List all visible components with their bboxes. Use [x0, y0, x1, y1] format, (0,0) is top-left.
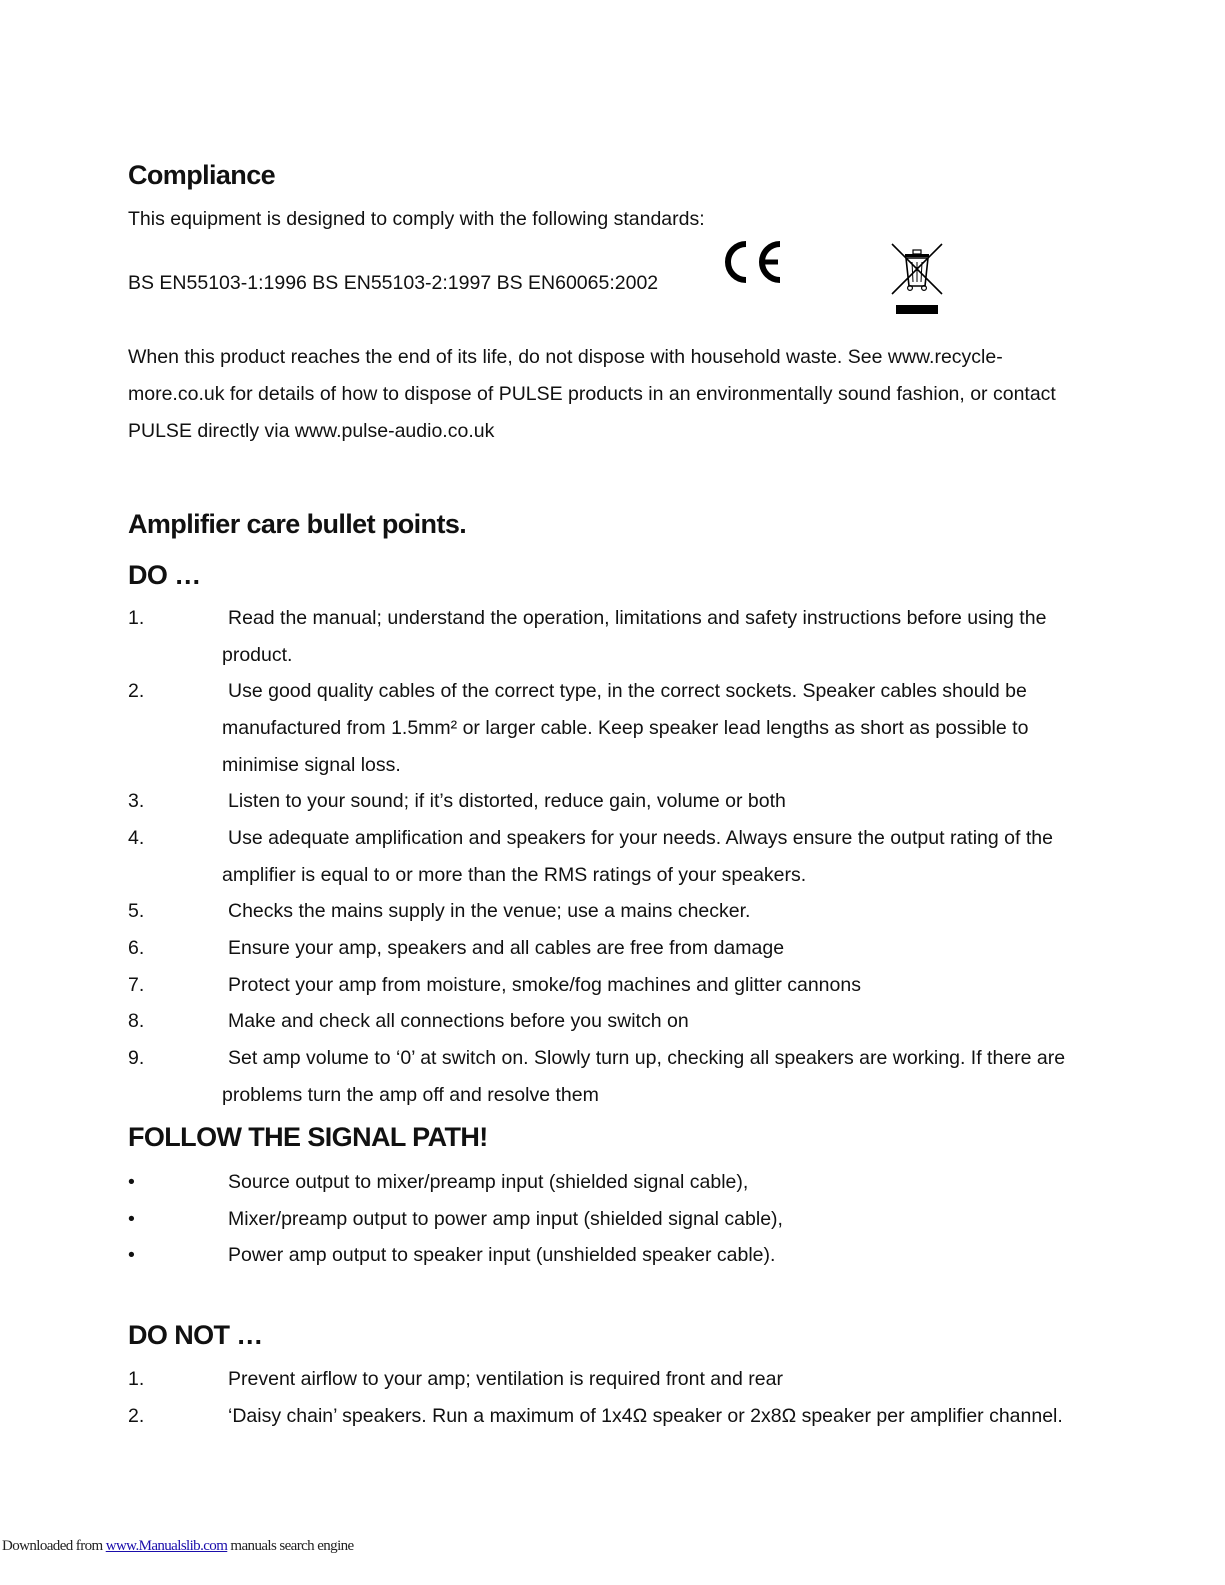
item-text: Read the manual; understand the operation, limitations and safety instructions before using the product.: [222, 607, 1047, 666]
item-number: 9.: [128, 1047, 145, 1069]
signal-path-heading: FOLLOW THE SIGNAL PATH!: [128, 1122, 488, 1152]
standards-list: BS EN55103-1:1996 BS EN55103-2:1997 BS EN60065:2002: [128, 272, 659, 294]
footer-prefix: Downloaded from: [2, 1538, 106, 1554]
item-text: Prevent airflow to your amp; ventilation is required front and rear: [228, 1368, 783, 1390]
item-number: 1.: [128, 1368, 145, 1390]
compliance-intro: This equipment is designed to comply with the following standards:: [128, 208, 705, 230]
bullet: •: [128, 1244, 135, 1266]
item-number: 2.: [128, 1405, 145, 1427]
item-text: Checks the mains supply in the venue; use a mains checker.: [228, 900, 751, 922]
weee-bin-icon: [888, 240, 946, 318]
item-text: Listen to your sound; if it’s distorted, reduce gain, volume or both: [228, 790, 786, 812]
do-not-heading: DO NOT …: [128, 1320, 263, 1350]
compliance-heading: Compliance: [128, 160, 276, 190]
item-text: Ensure your amp, speakers and all cables are free from damage: [228, 937, 785, 959]
item-number: 1.: [128, 607, 145, 629]
footer-suffix: manuals search engine: [227, 1538, 354, 1554]
item-text: Source output to mixer/preamp input (shielded signal cable),: [228, 1171, 749, 1193]
item-text: Mixer/preamp output to power amp input (shielded signal cable),: [228, 1208, 783, 1230]
disposal-paragraph: When this product reaches the end of its life, do not dispose with household waste. See www.recycle-more.co.uk for details of how to dispose of PULSE products in an environmentally sound fashion, or contact PULSE directly via www.pulse-audio.co.uk: [128, 346, 1056, 442]
item-number: 8.: [128, 1010, 145, 1032]
item-text: Use adequate amplification and speakers for your needs. Always ensure the output rating of the amplifier is equal to or more than the RMS ratings of your speakers.: [222, 827, 1053, 886]
item-text: Set amp volume to ‘0’ at switch on. Slowly turn up, checking all speakers are working. If there are problems turn the amp off and resolve them: [222, 1047, 1066, 1106]
item-text: Power amp output to speaker input (unshielded speaker cable).: [228, 1244, 776, 1266]
item-number: 7.: [128, 974, 145, 996]
item-number: 3.: [128, 790, 145, 812]
item-text: Make and check all connections before you switch on: [228, 1010, 689, 1032]
download-footer: [2, 1538, 354, 1555]
care-heading: Amplifier care bullet points.: [128, 509, 467, 539]
item-number: 5.: [128, 900, 145, 922]
ce-mark-icon: [722, 240, 784, 284]
item-text: Protect your amp from moisture, smoke/fog machines and glitter cannons: [228, 974, 861, 996]
item-number: 2.: [128, 680, 145, 702]
manualslib-link[interactable]: www.Manualslib.com: [105, 1538, 228, 1554]
item-number: 4.: [128, 827, 145, 849]
item-text: Use good quality cables of the correct type, in the correct sockets. Speaker cables should be manufactured from 1.5mm² or larger cable. Keep speaker lead lengths as short as possible to minimise signal loss.: [222, 680, 1029, 776]
bullet: •: [128, 1171, 135, 1193]
item-number: 6.: [128, 937, 145, 959]
item-text: ‘Daisy chain’ speakers. Run a maximum of 1x4Ω speaker or 2x8Ω speaker per amplifier channel.: [228, 1405, 1063, 1427]
bullet: •: [128, 1208, 135, 1230]
do-heading: DO …: [128, 560, 201, 590]
